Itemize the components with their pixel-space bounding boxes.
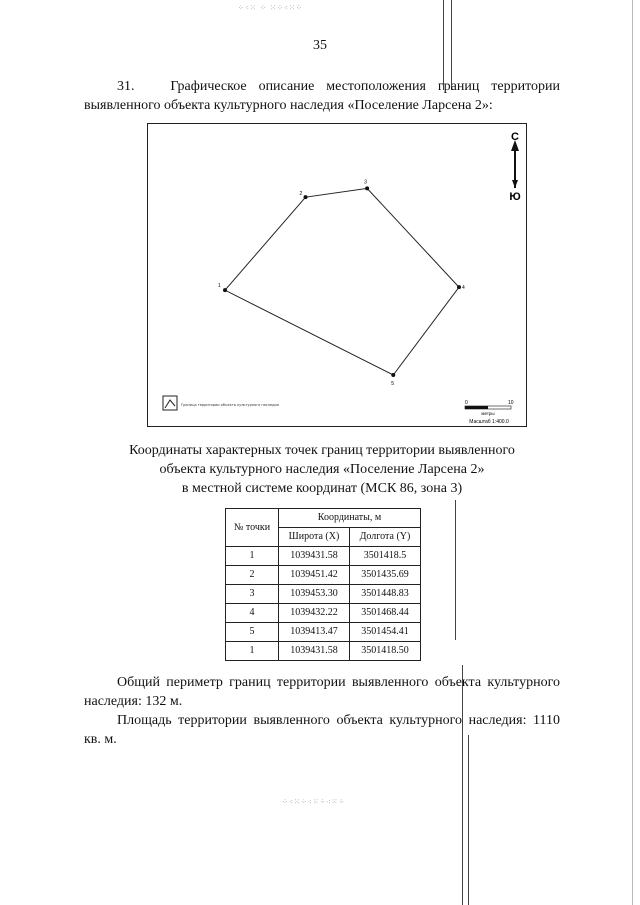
south-label: Ю	[509, 191, 521, 203]
scan-line	[468, 735, 469, 905]
boundary-point-label: 1	[218, 283, 221, 290]
cell-point: 4	[226, 604, 279, 623]
cell-lon: 3501468.44	[349, 604, 420, 623]
table-row	[226, 547, 421, 566]
scan-artifact-bottom: ⁘⁖⁙⁘⁖⁙⁘⁖⁙⁘	[282, 798, 346, 806]
cell-lon: 3501435.69	[349, 566, 420, 585]
scale-text: Масштаб 1:400.0	[469, 419, 509, 425]
legend-text: Граница территории объекта культурного наследия	[181, 403, 279, 407]
boundary-point-label: 5	[391, 381, 395, 387]
coordinates-table	[225, 508, 421, 661]
scale-tick-start: 0	[465, 400, 468, 406]
north-arrow-icon	[511, 140, 519, 188]
table-caption	[84, 441, 560, 498]
cell-lat: 1039432.22	[279, 604, 350, 623]
boundary-map	[147, 123, 527, 427]
caption-line-3: в местной системе координат (МСК 86, зона 3)	[181, 481, 463, 496]
table-row	[226, 604, 421, 623]
scan-artifact-top: ⁘⁖⁙ ⁘ ⁙⁘⁖⁙⁘	[238, 4, 303, 12]
boundary-point	[223, 288, 227, 292]
scan-line	[632, 0, 633, 905]
heading-number: 31.	[117, 79, 135, 94]
boundary-point	[365, 186, 369, 190]
table-row	[226, 623, 421, 642]
boundary-point-label: 4	[462, 285, 465, 292]
cell-point: 5	[226, 623, 279, 642]
boundary-point	[457, 285, 461, 289]
header-lon: Долгота (Y)	[349, 528, 420, 547]
points-layer	[218, 179, 465, 387]
cell-lon: 3501418.50	[349, 642, 420, 661]
boundary-point	[391, 373, 395, 377]
section-heading	[84, 77, 560, 115]
boundary-polygon	[225, 188, 459, 375]
cell-point: 3	[226, 585, 279, 604]
scan-line	[455, 500, 456, 640]
summary	[84, 673, 560, 749]
cell-lat: 1039453.30	[279, 585, 350, 604]
cell-point: 2	[226, 566, 279, 585]
page-number: 35	[313, 38, 327, 53]
heading-text: Графическое описание местоположения границ территории выявленного объекта культурного наследия «Поселение Ларсена 2»:	[84, 79, 560, 113]
boundary-point-label: 3	[364, 179, 367, 186]
caption-line-2: объекта культурного наследия «Поселение Ларсена 2»	[159, 462, 485, 477]
boundary-point	[304, 195, 308, 199]
cell-lat: 1039431.58	[279, 642, 350, 661]
header-lat: Широта (X)	[279, 528, 350, 547]
table-row	[226, 642, 421, 661]
cell-lat: 1039451.42	[279, 566, 350, 585]
coordinates-table-body	[226, 547, 421, 661]
perimeter-text: Общий периметр границ территории выявленного объекта культурного наследия: 132 м.	[84, 675, 560, 709]
area-text: Площадь территории выявленного объекта культурного наследия: 1110 кв. м.	[84, 713, 560, 747]
cell-point: 1	[226, 547, 279, 566]
scale-tick-end: 10	[508, 400, 514, 406]
table-row	[226, 566, 421, 585]
header-coordinates: Координаты, м	[279, 509, 421, 528]
caption-line-1: Координаты характерных точек границ территории выявленного	[129, 443, 515, 458]
legend	[163, 396, 279, 410]
table-row	[226, 585, 421, 604]
header-point: № точки	[226, 509, 279, 547]
cell-point: 1	[226, 642, 279, 661]
cell-lat: 1039431.58	[279, 547, 350, 566]
boundary-point-label: 2	[299, 191, 303, 198]
cell-lon: 3501418.5	[349, 547, 420, 566]
scale-bar	[465, 400, 514, 425]
cell-lon: 3501454.41	[349, 623, 420, 642]
scale-unit: метры	[481, 411, 495, 416]
cell-lat: 1039413.47	[279, 623, 350, 642]
map-canvas	[148, 124, 526, 426]
north-label: С	[511, 131, 519, 143]
cell-lon: 3501448.83	[349, 585, 420, 604]
